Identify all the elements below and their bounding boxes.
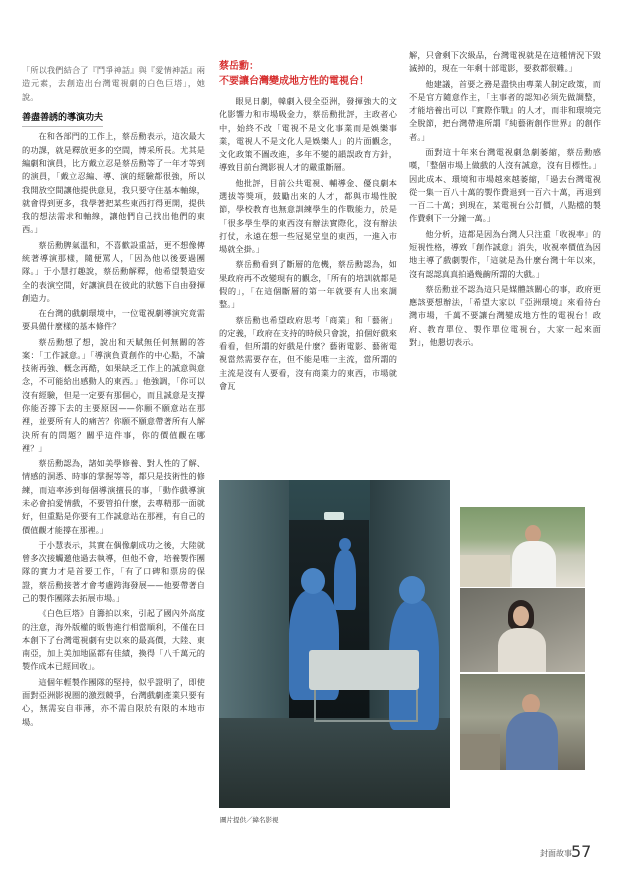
body-paragraph: 蔡岳勳認為，諸如美學修養、對人性的了解、情感的洞悉、時事的掌握等等，都只是技術性的修練，而這率涉到每個導演擅長的事，「動作戲導演未必會拍愛情戲，不要管拍什麼，去專精那一面就好，但重點是你要有工作誠意站在那裡，有自己的價值觀才能撐在那裡。」 [22,458,205,535]
section-label: 封面故事 [540,849,572,858]
quote-paragraph: 「所以我們結合了『鬥爭神話』與『愛情神話』兩造元素，去創造出台灣電視劇的白色巨塔」，她說。 [22,65,205,102]
column-2 [219,60,397,395]
body-paragraph: 這個年輕製作團隊的堅持，似乎證明了，即使面對亞洲影視圈的激烈競爭，台灣戲劇產業只要有心，無需妄自菲薄，亦不需自限於有限的本地市場。 [22,676,205,727]
body-paragraph: 他分析，這都是因為台灣人只注重「收視率」的短視性格，導致「創作誠意」消失，收視率價值為因地主導了戲劇製作，「這就是為什麼台灣十年以來，沒有認認真真拍過幾齣所謂的大戲。」 [409,228,601,279]
body-paragraph: 于小慧表示，其實在偶像劇成功之後，大陸就曾多次接觸邀他過去執導，但他不會，培養製作團隊的實力才是首要工作，「有了口碑和票房的保證，蔡岳勳接著才會考慮跨海發展——他要帶著自己的製作團隊去拓展市場。」 [22,539,205,603]
body-paragraph: 眼見日劇，韓劇入侵全亞洲，發揮強大的文化影響力和市場吸金力，蔡岳勳批評，主政者心中，始終不改「電視不是文化事業而是娛樂事業，電視人不是文化人是娛樂人」的片面觀念，文化政策不圖改進，多年不變的韻誤政育方針，導致目前台灣影視人才的嚴重斷層。 [219,96,397,173]
hospital-corridor-photo [219,480,450,808]
body-paragraph: 他批評，目前公共電視、輔導金、優良劇本選拔等獎項，鼓勵出來的人才，都與市場性脫節，學校教育也無意訓練學生的作戰能力，於是「很多學生學的東西沒有辦法實際化，沒有辦法打仗，永遠在想一些冠冕堂皇的東西，一進入市場就全掛。」 [219,177,397,255]
body-paragraph: 他建議，首要之務是盡快由專業人制定政策，而不是官方隨意作主，「主事者的認知必須先做調整，才能培養出可以『實際作戰』的人才，而非和環境完全脫節，把台灣帶進所謂『純藝術創作世界』的創作者。」 [409,78,601,142]
doctor-portrait-photo [460,507,585,587]
photo-caption: 圖片提供／緯名影視 [220,816,279,824]
body-paragraph: 蔡岳勳看到了斷層的危機，蔡岳勳認為，如果政府再不改變現有的觀念，「所有的培訓就都是假的」，「在這個斷層的第一年就要有人出來調整。」 [219,259,397,310]
body-paragraph: 《白色巨塔》自籌拍以來，引起了國內外高度的注意，海外版權的販售進行相當順利，不僅在日本創下了台灣電視劇有史以來的最高價，大陸、東南亞，加上美加地區都有佳績，換得「八千萬元的製作成本已經回收」。 [22,608,205,672]
subheading: 善盡善誘的導演功夫 [22,111,103,128]
actor-portrait-photo [460,674,585,770]
page-number: 57 [571,842,592,861]
body-paragraph: 在和各部門的工作上，蔡岳勳表示，這次最大的功課，就是釋放更多的空間，博采所長。尤其是編劇和演員，比方戴立忍是蔡岳勳等了一年才等到的演員，「戴立忍編、導、演的經驗都很強，所以我開放空間讓他提供意見，我只要守住基本軸線，就會得到更多，我學著把某些東西打得更開，提供我的想法需求和軸線，讓他們自己找出他們的東西。」 [22,131,205,235]
body-paragraph: 蔡岳勳並不認為這只是媒體該關心的事，政府更應該要想辦法，「希望大家以『亞洲環境』來看待台灣市場，千萬不要讓台灣變成地方性的電視台！政府、教育單位、製作單位電視台，大家一起來面對」，他懇切表示。 [409,283,601,347]
body-paragraph: 面對這十年來台灣電視劇急劇萎縮，蔡岳勳感嘆，「整個市場上做戲的人沒有誠意，沒有目標性。」因此成本、環境和市場越來越萎縮，「過去台灣電視從一集一百八十萬的製作費退到一百六十萬，再退到一百二十萬；到現在，某電視台公訂價，八點檔的製作費剩下一分鐘一萬。」 [409,146,601,224]
body-paragraph: 解，只會剩下次級品，台灣電視就是在這種情況下毀滅掉的，現在一年剩十部電影，要救都很難。」 [409,50,601,74]
headline-line-1: 蔡岳勳： [219,61,259,72]
column-1 [22,64,205,731]
body-paragraph: 在台灣的戲劇環境中，一位電視劇導演究竟需要具備什麼樣的基本條件？ [22,308,205,332]
actress-portrait-photo [460,588,585,672]
body-paragraph: 蔡岳勳脾氣溫和，不喜歡設重話，更不想像傳統著導演那樣，隨便罵人，「因為他以後要過團隊。」于小慧打趣說，蔡岳勳解釋，他希望製造安全的表演空間，好讓演員在彼此的狀態下自由發揮創造力。 [22,239,205,303]
body-paragraph: 蔡岳勳也希望政府思考「商業」和「藝術」的定義，「政府在支持的時候只會說，拍個好戲來看看，但所謂的好戲是什麼？藝術電影、藝術電視當然需要存在，但不能是唯一主流，當所謂的主流是沒有人要看，沒有商業力的東西，市場就會瓦 [219,314,397,391]
body-paragraph: 蔡岳勳想了想，說出和天賦無任何無關的答案：「工作誠意。」「導演負責創作的中心點，不論技術再強、概念再酷，如果缺乏工作上的誠意與意念，不可能給出感動人的東西。」他強調，「你可以沒有經驗，但是一定要有那個心，而且誠意是支撐你能否撐下去的主要原因——你願不願意站在那裡，並要所有人的痛苦？你願不願意帶著所有人解決所有的問題？關乎這件事，你的價值觀在哪裡？」 [22,336,205,453]
headline-line-2: 不要讓台灣變成地方性的電視台！ [219,75,369,87]
section-headline [219,60,397,89]
column-3 [409,49,601,351]
